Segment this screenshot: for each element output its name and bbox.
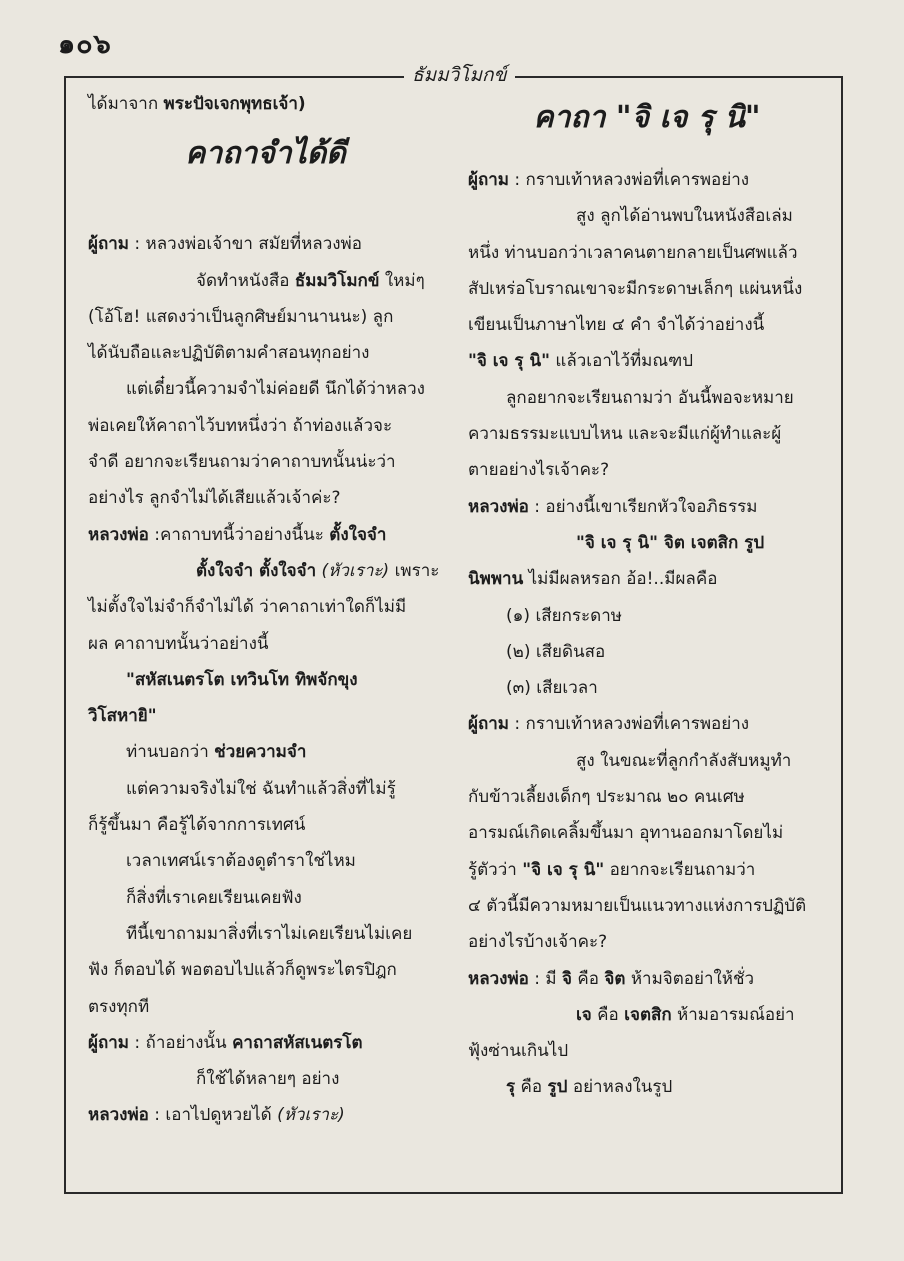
text-line: จัดทำหนังสือ ธัมมวิโมกข์ ใหม่ๆ (196, 270, 425, 291)
speaker-label: ผู้ถาม (88, 1032, 130, 1053)
text-line: กับข้าวเลี้ยงเด็กๆ ประมาณ ๒๐ คนเศษ (468, 787, 745, 808)
text-line: ได้มาจาก พระปัจเจกพุทธเจ้า) (88, 94, 306, 114)
text-line: แต่เดี๋ยวนี้ความจำไม่ค่อยดี นึกได้ว่าหลวง (126, 379, 425, 400)
speaker-label: หลวงพ่อ (468, 496, 529, 517)
list-item: (๑) เสียกระดาษ (506, 605, 622, 626)
text-line: แต่ความจริงไม่ใช่ ฉันทำแล้วสิ่งที่ไม่รู้ (126, 778, 396, 799)
speaker-line: หลวงพ่อ : มี จิ คือ จิต ห้ามจิตอย่าให้ชั่ว (468, 968, 755, 989)
speaker-line: หลวงพ่อ :คาถาบทนี้ว่าอย่างนี้นะ ตั้งใจจำ (88, 524, 387, 545)
text-line: ผล คาถาบทนั้นว่าอย่างนี้ (88, 633, 269, 654)
text-line: เขียนเป็นภาษาไทย ๔ คำ จำได้ว่าอย่างนี้ (468, 315, 765, 336)
text-line: ก็สิ่งที่เราเคยเรียนเคยฟัง (126, 887, 302, 908)
text-line: เวลาเทศน์เราต้องดูตำราใช่ไหม (126, 851, 356, 872)
section-heading: คาถา "จิ เจ รุ นิ" (533, 100, 761, 135)
text-line: อารมณ์เกิดเคลิ้มขึ้นมา อุทานออกมาโดยไม่ (468, 823, 784, 844)
text-line: ตายอย่างไรเจ้าคะ? (468, 460, 610, 481)
text-line: สัปเหร่อโบราณเขาจะมีกระดาษเล็กๆ แผ่นหนึ่ง (468, 278, 803, 299)
text-line: หนึ่ง ท่านบอกว่าเวลาคนตายกลายเป็นศพแล้ว (468, 242, 798, 263)
text-line: ๔ ตัวนี้มีความหมายเป็นแนวทางแห่งการปฏิบัติ (468, 895, 807, 916)
text-line: อย่างไร ลูกจำไม่ได้เสียแล้วเจ้าค่ะ? (88, 488, 341, 509)
speaker-line: ผู้ถาม : กราบเท้าหลวงพ่อที่เคารพอย่าง (468, 714, 750, 735)
text-line: สูง ลูกได้อ่านพบในหนังสือเล่ม (576, 206, 793, 227)
speaker-line: ผู้ถาม : หลวงพ่อเจ้าขา สมัยที่หลวงพ่อ (88, 234, 362, 255)
text-line: ท่านบอกว่า ช่วยความจำ (126, 742, 307, 763)
speaker-label: หลวงพ่อ (88, 524, 149, 545)
text-line: จำดี อยากจะเรียนถามว่าคาถาบทนั้นน่ะว่า (88, 452, 396, 473)
list-item: (๓) เสียเวลา (506, 678, 598, 699)
speaker-label: หลวงพ่อ (468, 968, 529, 989)
text-line: สูง ในขณะที่ลูกกำลังสับหมูทำ (576, 750, 792, 771)
speaker-line: หลวงพ่อ : เอาไปดูหวยได้ (หัวเราะ) (88, 1105, 345, 1126)
text-line: ได้นับถือและปฏิบัติตามคำสอนทุกอย่าง (88, 343, 370, 364)
text-line: "สหัสเนตรโต เทวินโท ทิพจักขุง (126, 669, 358, 690)
speaker-line: หลวงพ่อ : อย่างนี้เขาเรียกหัวใจอภิธรรม (468, 496, 758, 517)
text-line: ก็รู้ขึ้นมา คือรู้ได้จากการเทศน์ (88, 815, 306, 836)
page-number: ๑๐๖ (58, 29, 112, 60)
text-line: ฟุ้งซ่านเกินไป (468, 1041, 569, 1062)
speaker-label: ผู้ถาม (468, 170, 510, 190)
right-column (468, 86, 826, 1106)
section-heading: คาถาจำได้ดี (185, 136, 346, 172)
text-line: "จิ เจ รุ นิ" จิต เจตสิก รูป (576, 532, 765, 553)
text-line: รู้ตัวว่า "จิ เจ รุ นิ" อยากจะเรียนถามว่า (468, 859, 756, 880)
text-line: ความธรรมะแบบไหน และจะมีแก่ผู้ทำและผู้ (468, 424, 782, 445)
speaker-label: ผู้ถาม (468, 714, 510, 735)
text-line: นิพพาน ไม่มีผลหรอก อ้อ!..มีผลคือ (468, 569, 718, 590)
running-title: ธัมมวิโมกข์ (404, 60, 515, 90)
text-line: "จิ เจ รุ นิ" แล้วเอาไว้ที่มณฑป (468, 351, 694, 372)
text-line: เจ คือ เจตสิก ห้ามอารมณ์อย่า (576, 1004, 795, 1025)
text-line: พ่อเคยให้คาถาไว้บทหนึ่งว่า ถ้าท่องแล้วจะ (88, 415, 393, 436)
text-line: ฟัง ก็ตอบได้ พอตอบไปแล้วก็ดูพระไตรปิฎก (88, 960, 397, 981)
text-line: ก็ใช้ได้หลายๆ อย่าง (196, 1069, 340, 1090)
text-line: อย่างไรบ้างเจ้าคะ? (468, 932, 608, 953)
speaker-line: ผู้ถาม : ถ้าอย่างนั้น คาถาสหัสเนตรโต (88, 1032, 363, 1053)
speaker-label: ผู้ถาม (88, 234, 130, 255)
text-line: ตรงทุกที (88, 996, 150, 1017)
speaker-line: ผู้ถาม : กราบเท้าหลวงพ่อที่เคารพอย่าง (468, 170, 750, 190)
text-line: ทีนี้เขาถามมาสิ่งที่เราไม่เคยเรียนไม่เคย (126, 923, 413, 944)
text-line: ตั้งใจจำ ตั้งใจจำ (หัวเราะ) เพราะ (196, 560, 440, 581)
text-line: ไม่ตั้งใจไม่จำก็จำไม่ได้ ว่าคาถาเท่าใดก็ไม่มี (88, 597, 407, 618)
left-column (88, 86, 443, 1134)
text-line: ลูกอยากจะเรียนถามว่า อันนี้พอจะหมาย (506, 387, 794, 408)
speaker-label: หลวงพ่อ (88, 1105, 149, 1126)
text-line: รุ คือ รูป อย่าหลงในรูป (506, 1077, 673, 1098)
text-line: วิโสหายิ" (88, 706, 157, 727)
text-line: (โอ้โฮ! แสดงว่าเป็นลูกศิษย์มานานนะ) ลูก (88, 306, 394, 327)
list-item: (๒) เสียดินสอ (506, 641, 606, 662)
